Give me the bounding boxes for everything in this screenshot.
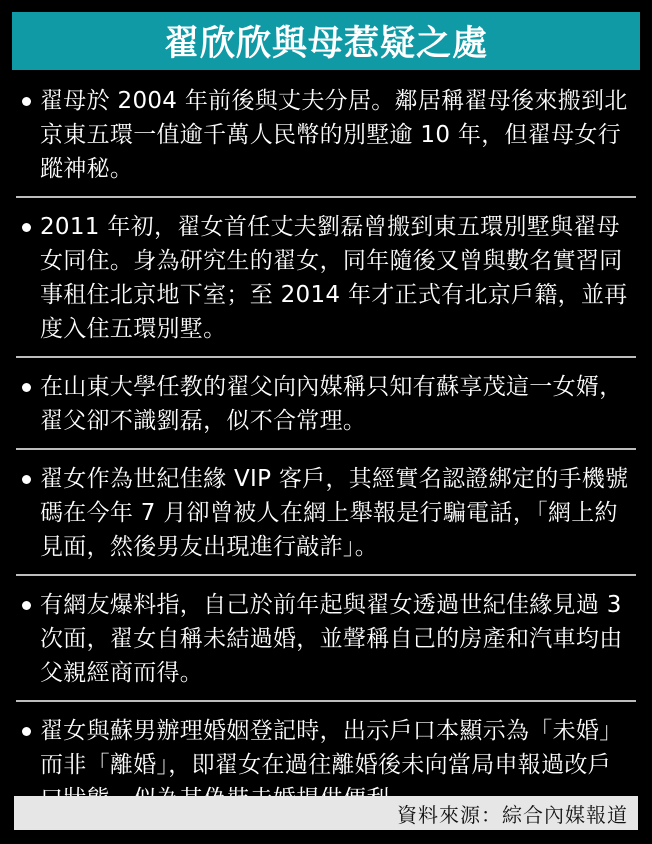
list-item-text: 2011 年初，翟女首任丈夫劉磊曾搬到東五環別墅與翟母女同住。身為研究生的翟女，同年隨後又曾與數名實習同事租住北京地下室；至 2014 年才正式有北京戶籍，並再度入住五環別墅。 [40, 214, 628, 342]
list-item [16, 588, 636, 690]
bullet-icon [22, 223, 31, 232]
list-item-text: 有網友爆料指，自己於前年起與翟女透過世紀佳緣見過 3 次面，翟女自稱未結過婚，並聲稱自己的房產和汽車均由父親經商而得。 [40, 592, 623, 686]
source-text: 資料來源：綜合內媒報道 [397, 802, 628, 827]
divider [16, 356, 636, 358]
bullet-icon [22, 601, 31, 610]
source-bar [14, 796, 638, 830]
bullet-icon [22, 383, 31, 392]
divider [16, 574, 636, 576]
bullet-icon [22, 475, 31, 484]
list-item [16, 84, 636, 186]
page-title: 翟欣欣與母惹疑之處 [163, 24, 488, 64]
bullet-icon [22, 97, 31, 106]
list-item-text: 翟女作為世紀佳緣 VIP 客戶，其經實名認證綁定的手機號碼在今年 7 月卻曾被人在網上舉報是行騙電話，「網上約見面，然後男友出現進行敲詐」。 [40, 466, 629, 560]
title-bar [12, 12, 640, 70]
list-item-text: 翟女與蘇男辦理婚姻登記時，出示戶口本顯示為「未婚」而非「離婚」，即翟女在過往離婚後未向當局申報過改戶 [40, 718, 623, 778]
list-item-text: 翟母於 2004 年前後與丈夫分居。鄰居稱翟母後來搬到北京東五環一值逾千萬人民幣的別墅逾 10 年，但翟母女行蹤神秘。 [40, 88, 628, 182]
divider [16, 196, 636, 198]
list-item [16, 462, 636, 564]
divider [16, 700, 636, 702]
bullet-icon [22, 727, 31, 736]
list-item-text: 在山東大學任教的翟父向內媒稱只知有蘇享茂這一女婿，翟父卻不識劉磊，似不合常理。 [40, 374, 623, 434]
list-item [16, 370, 636, 438]
divider [16, 448, 636, 450]
item-list [12, 84, 640, 816]
list-item [16, 210, 636, 346]
